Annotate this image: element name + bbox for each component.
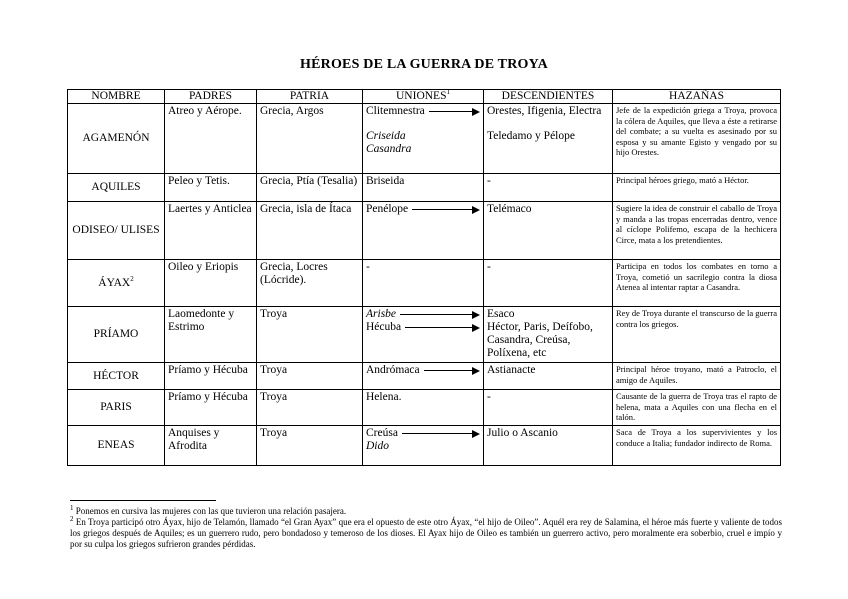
header-uniones-label: UNIONES [396, 90, 447, 102]
descendant-name: Julio o Ascanio [487, 427, 558, 439]
cell-uniones [363, 104, 484, 174]
table-row [68, 174, 781, 202]
header-hazanas: HAZAÑAS [613, 90, 781, 104]
cell-hazanas: Principal héroes griego, mató a Héctor. [613, 174, 781, 202]
footnote-mark: 2 [70, 515, 74, 523]
cell-uniones [363, 426, 484, 466]
footnote-ref-1: 1 [446, 88, 450, 97]
cell-padres: Oileo y Eriopis [165, 260, 257, 307]
cell-patria: Troya [257, 307, 363, 363]
descendant-name: Esaco [487, 308, 515, 320]
cell-nombre: AQUILES [68, 174, 165, 202]
footnote-text: En Troya participó otro Áyax, hijo de Telamón, llamado “el Gran Ayax” que era el opuesto de este otro Áyax, “el hijo de Oileo”. Aquél era rey de Salamina, el héroe más fuerte y valiente de todos los griegos después de Aquiles; es un guerrero rudo, pero bondadoso y temeroso de los dioses. El Ayax hijo de Oileo es también un guerrero activo, pero moralmente era soberbio, cruel e impío y por su culpa los griegos sufrieron grandes pérdidas. [70, 517, 782, 549]
descendant-name: Astianacte [487, 364, 536, 376]
descendant-name: Héctor, Paris, Deífobo, Casandra, Creúsa, Políxena, etc [487, 321, 593, 359]
header-descendientes: DESCENDIENTES [484, 90, 613, 104]
cell-hazanas: Rey de Troya durante el transcurso de la guerra contra los griegos. [613, 307, 781, 363]
cell-descendientes [484, 260, 613, 307]
footnote-mark: 1 [70, 504, 74, 512]
arrow-right-icon [402, 429, 480, 439]
arrow-right-icon [412, 205, 480, 215]
cell-nombre: HÉCTOR [68, 363, 165, 390]
footnote-1 [70, 506, 782, 517]
arrow-right-icon [429, 107, 480, 117]
cell-uniones [363, 363, 484, 390]
union-name: Casandra [366, 143, 412, 155]
table-header-row [68, 90, 781, 104]
table-row [68, 202, 781, 260]
cell-uniones [363, 307, 484, 363]
cell-descendientes [484, 426, 613, 466]
cell-padres: Laertes y Anticlea [165, 202, 257, 260]
union-name: Briseida [366, 175, 405, 187]
cell-uniones [363, 174, 484, 202]
cell-uniones [363, 260, 484, 307]
cell-hazanas: Sugiere la idea de construir el caballo de Troya y manda a las tropas encerradas dentro, vence al cíclope Polifemo, escapa de la hechicera Circe, mata a los pretendientes. [613, 202, 781, 260]
union-name: Clitemnestra [366, 105, 425, 117]
cell-hazanas: Jefe de la expedición griega a Troya, provoca la cólera de Aquiles, que lleva a éste a retirarse del combate; a su vuelta es asesinado por su esposa y su amante Egisto y vengado por su hijo Orestes. [613, 104, 781, 174]
union-name: Helena. [366, 391, 402, 403]
cell-nombre: PRÍAMO [68, 307, 165, 363]
arrow-right-icon [405, 323, 480, 333]
cell-descendientes [484, 307, 613, 363]
cell-hazanas: Causante de la guerra de Troya tras el rapto de helena, mata a Aquiles con una flecha en el talón. [613, 390, 781, 426]
cell-nombre [68, 260, 165, 307]
descendant-name: Orestes, Ifigenia, Electra [487, 105, 602, 117]
descendant-name: - [487, 261, 491, 273]
union-name: Arisbe [366, 308, 397, 320]
cell-descendientes [484, 174, 613, 202]
hero-name: ÁYAX [98, 276, 131, 289]
cell-padres: Príamo y Hécuba [165, 363, 257, 390]
union-name: Penélope [366, 203, 409, 215]
cell-descendientes [484, 104, 613, 174]
descendant-name: - [487, 391, 491, 403]
cell-patria: Grecia, isla de Ítaca [257, 202, 363, 260]
cell-padres: Peleo y Tetis. [165, 174, 257, 202]
cell-nombre: ODISEO/ ULISES [68, 202, 165, 260]
cell-hazanas: Saca de Troya a los supervivientes y los conduce a Italia; fundador indirecto de Roma. [613, 426, 781, 466]
cell-patria: Grecia, Argos [257, 104, 363, 174]
footnote-separator [70, 500, 216, 501]
cell-padres: Anquises y Afrodita [165, 426, 257, 466]
footnote-text: Ponemos en cursiva las mujeres con las que tuvieron una relación pasajera. [73, 506, 347, 516]
cell-descendientes [484, 363, 613, 390]
union-name: - [366, 261, 370, 273]
table-row [68, 104, 781, 174]
cell-hazanas: Principal héroe troyano, mató a Patroclo, el amigo de Aquiles. [613, 363, 781, 390]
union-name: Andrómaca [366, 364, 420, 376]
descendant-name: Telémaco [487, 203, 532, 215]
table-row [68, 390, 781, 426]
cell-hazanas: Participa en todos los combates en torno a Troya, cometió un sacrilegio contra la diosa Atenea al intentar raptar a Casandra. [613, 260, 781, 307]
cell-patria: Troya [257, 363, 363, 390]
arrow-right-icon [424, 366, 480, 376]
table-row [68, 363, 781, 390]
cell-padres: Atreo y Aérope. [165, 104, 257, 174]
table-row [68, 260, 781, 307]
cell-patria: Grecia, Locres (Lócride). [257, 260, 363, 307]
table-row [68, 426, 781, 466]
cell-uniones [363, 202, 484, 260]
union-name: Criseida [366, 130, 406, 142]
cell-uniones [363, 390, 484, 426]
heroes-table [67, 89, 781, 466]
page-title: HÉROES DE LA GUERRA DE TROYA [300, 57, 548, 72]
cell-nombre: ENEAS [68, 426, 165, 466]
cell-descendientes [484, 390, 613, 426]
union-name: Dido [366, 440, 389, 452]
cell-nombre: PARIS [68, 390, 165, 426]
header-patria: PATRIA [257, 90, 363, 104]
cell-patria: Grecia, Ptía (Tesalia) [257, 174, 363, 202]
footnote-2 [70, 517, 782, 550]
union-name: Hécuba [366, 321, 402, 333]
cell-nombre: AGAMENÓN [68, 104, 165, 174]
cell-padres: Príamo y Hécuba [165, 390, 257, 426]
cell-patria: Troya [257, 390, 363, 426]
header-uniones [363, 90, 484, 104]
header-padres: PADRES [165, 90, 257, 104]
footnote-ref-2: 2 [130, 274, 134, 283]
descendant-name: - [487, 175, 491, 187]
cell-descendientes [484, 202, 613, 260]
cell-padres: Laomedonte y Estrimo [165, 307, 257, 363]
cell-patria: Troya [257, 426, 363, 466]
table-row [68, 307, 781, 363]
arrow-right-icon [400, 310, 480, 320]
union-name: Creúsa [366, 427, 398, 439]
header-nombre: NOMBRE [68, 90, 165, 104]
descendant-name: Teledamo y Pélope [487, 130, 575, 142]
